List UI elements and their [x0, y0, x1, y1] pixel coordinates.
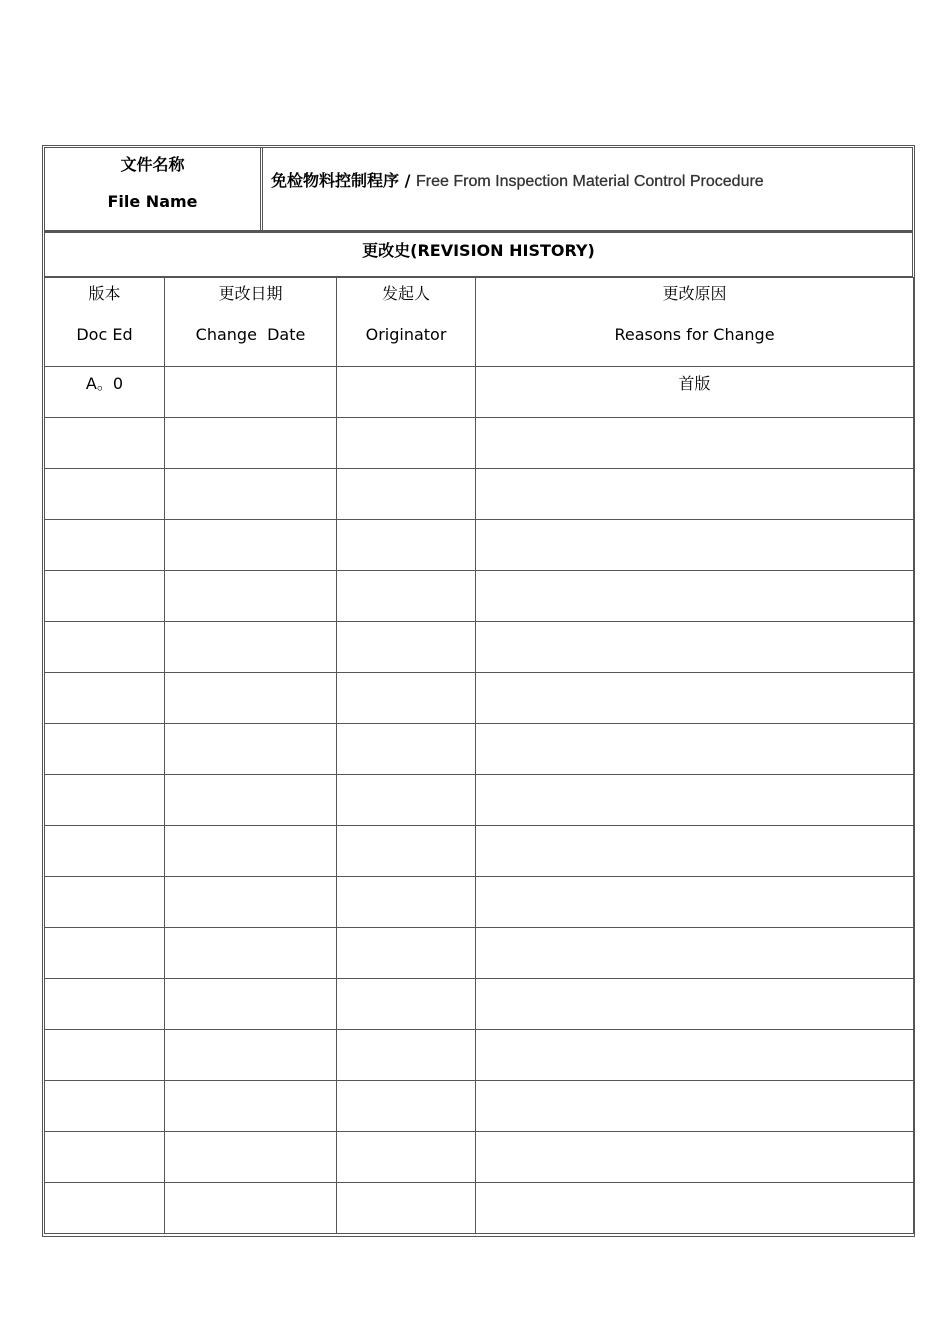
cell-change-date — [165, 520, 337, 571]
table-row — [45, 1183, 914, 1234]
cell-reasons — [476, 1081, 914, 1132]
cell-change-date — [165, 418, 337, 469]
table-row — [45, 520, 914, 571]
cell-originator — [337, 1183, 476, 1234]
cell-change-date — [165, 826, 337, 877]
table-row — [45, 571, 914, 622]
table-row — [45, 928, 914, 979]
cell-change-date — [165, 1132, 337, 1183]
cell-originator — [337, 928, 476, 979]
cell-doc-ed — [45, 826, 165, 877]
cell-reasons — [476, 571, 914, 622]
column-header-doc-ed: 版本 Doc Ed — [45, 278, 165, 367]
cell-doc-ed — [45, 1030, 165, 1081]
column-header-originator: 发起人 Originator — [337, 278, 476, 367]
revision-history-table — [44, 277, 914, 1234]
table-row — [45, 673, 914, 724]
table-header-row — [45, 278, 914, 367]
cell-originator — [337, 469, 476, 520]
cell-originator — [337, 622, 476, 673]
cell-doc-ed — [45, 775, 165, 826]
cell-reasons — [476, 469, 914, 520]
table-row — [45, 775, 914, 826]
cell-doc-ed: A。0 — [45, 367, 165, 418]
cell-change-date — [165, 1183, 337, 1234]
cell-reasons — [476, 979, 914, 1030]
cell-originator — [337, 775, 476, 826]
cell-change-date — [165, 622, 337, 673]
cell-reasons — [476, 1183, 914, 1234]
cell-change-date — [165, 673, 337, 724]
cell-doc-ed — [45, 673, 165, 724]
cell-reasons — [476, 826, 914, 877]
cell-doc-ed — [45, 469, 165, 520]
table-row — [45, 622, 914, 673]
cell-change-date — [165, 1030, 337, 1081]
cell-doc-ed — [45, 724, 165, 775]
file-name-label — [45, 148, 261, 230]
cell-originator — [337, 418, 476, 469]
cell-originator — [337, 979, 476, 1030]
cell-reasons — [476, 877, 914, 928]
cell-originator — [337, 1132, 476, 1183]
cell-originator — [337, 367, 476, 418]
cell-reasons — [476, 775, 914, 826]
cell-reasons — [476, 724, 914, 775]
cell-originator — [337, 1030, 476, 1081]
cell-reasons — [476, 520, 914, 571]
cell-doc-ed — [45, 877, 165, 928]
cell-originator — [337, 520, 476, 571]
cell-originator — [337, 1081, 476, 1132]
cell-doc-ed — [45, 928, 165, 979]
cell-doc-ed — [45, 571, 165, 622]
cell-doc-ed — [45, 1183, 165, 1234]
cell-reasons — [476, 418, 914, 469]
cell-originator — [337, 571, 476, 622]
cell-originator — [337, 724, 476, 775]
document-title-en: Free From Inspection Material Control Procedure — [416, 173, 764, 190]
table-row — [45, 1081, 914, 1132]
cell-reasons — [476, 1030, 914, 1081]
cell-change-date — [165, 775, 337, 826]
cell-originator — [337, 877, 476, 928]
cell-change-date — [165, 928, 337, 979]
revision-history-title: 更改史(REVISION HISTORY) — [44, 231, 913, 277]
cell-doc-ed — [45, 1081, 165, 1132]
table-row — [45, 367, 914, 418]
cell-change-date — [165, 469, 337, 520]
cell-reasons — [476, 1132, 914, 1183]
table-row — [45, 724, 914, 775]
table-row — [45, 1030, 914, 1081]
revision-document — [44, 147, 913, 1234]
cell-change-date — [165, 724, 337, 775]
cell-originator — [337, 826, 476, 877]
cell-doc-ed — [45, 622, 165, 673]
document-title-cn: 免检物料控制程序 / — [271, 171, 416, 190]
column-header-reasons: 更改原因 Reasons for Change — [476, 278, 914, 367]
cell-reasons — [476, 928, 914, 979]
table-row — [45, 979, 914, 1030]
column-header-change-date: 更改日期 Change Date — [165, 278, 337, 367]
table-row — [45, 877, 914, 928]
cell-change-date — [165, 571, 337, 622]
cell-reasons — [476, 673, 914, 724]
table-row — [45, 469, 914, 520]
table-row — [45, 1132, 914, 1183]
cell-reasons: 首版 — [476, 367, 914, 418]
cell-doc-ed — [45, 979, 165, 1030]
cell-reasons — [476, 622, 914, 673]
cell-originator — [337, 673, 476, 724]
cell-change-date — [165, 877, 337, 928]
cell-doc-ed — [45, 418, 165, 469]
file-name-label-en: File Name — [107, 192, 198, 211]
cell-doc-ed — [45, 1132, 165, 1183]
table-row — [45, 826, 914, 877]
cell-change-date — [165, 979, 337, 1030]
header-divider — [262, 148, 263, 230]
document-title — [271, 168, 908, 191]
file-name-label-cn: 文件名称 — [120, 155, 185, 174]
table-row — [45, 418, 914, 469]
cell-change-date — [165, 367, 337, 418]
cell-change-date — [165, 1081, 337, 1132]
cell-doc-ed — [45, 520, 165, 571]
file-header — [44, 147, 913, 231]
